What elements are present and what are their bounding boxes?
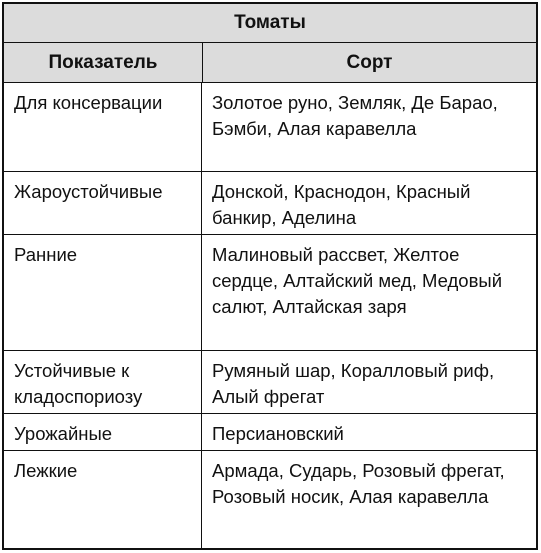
- table-row: [4, 351, 536, 414]
- variety-cell: Донской, Краснодон, Красный банкир, Аделина: [212, 181, 471, 228]
- table-row: [4, 414, 536, 451]
- header-row: [4, 43, 536, 83]
- tomato-varieties-table: [2, 2, 538, 550]
- variety-cell: Персиановский: [212, 423, 344, 444]
- table-row: [4, 235, 536, 351]
- header-indicator: Показатель: [4, 43, 203, 82]
- table-title: Томаты: [4, 4, 536, 43]
- variety-cell: Малиновый рассвет, Желтое сердце, Алтайский мед, Медовый салют, Алтайская заря: [212, 244, 503, 317]
- indicator-cell: Устойчивые к кладоспориозу: [4, 351, 202, 413]
- indicator-cell: Ранние: [4, 235, 202, 350]
- variety-cell: Румяный шар, Коралловый риф, Алый фрегат: [212, 360, 495, 407]
- variety-cell: Армада, Сударь, Розовый фрегат, Розовый носик, Алая каравелла: [212, 460, 505, 507]
- indicator-cell: Для консервации: [4, 83, 202, 171]
- table-body: [4, 83, 536, 550]
- indicator-cell: Жароустойчивые: [4, 172, 202, 234]
- indicator-cell: Лежкие: [4, 451, 202, 550]
- table-row: [4, 451, 536, 550]
- table-row: [4, 83, 536, 172]
- header-variety: Сорт: [346, 52, 393, 73]
- table-row: [4, 172, 536, 235]
- indicator-cell: Урожайные: [4, 414, 202, 450]
- variety-cell: Золотое руно, Земляк, Де Барао, Бэмби, Алая каравелла: [212, 92, 498, 139]
